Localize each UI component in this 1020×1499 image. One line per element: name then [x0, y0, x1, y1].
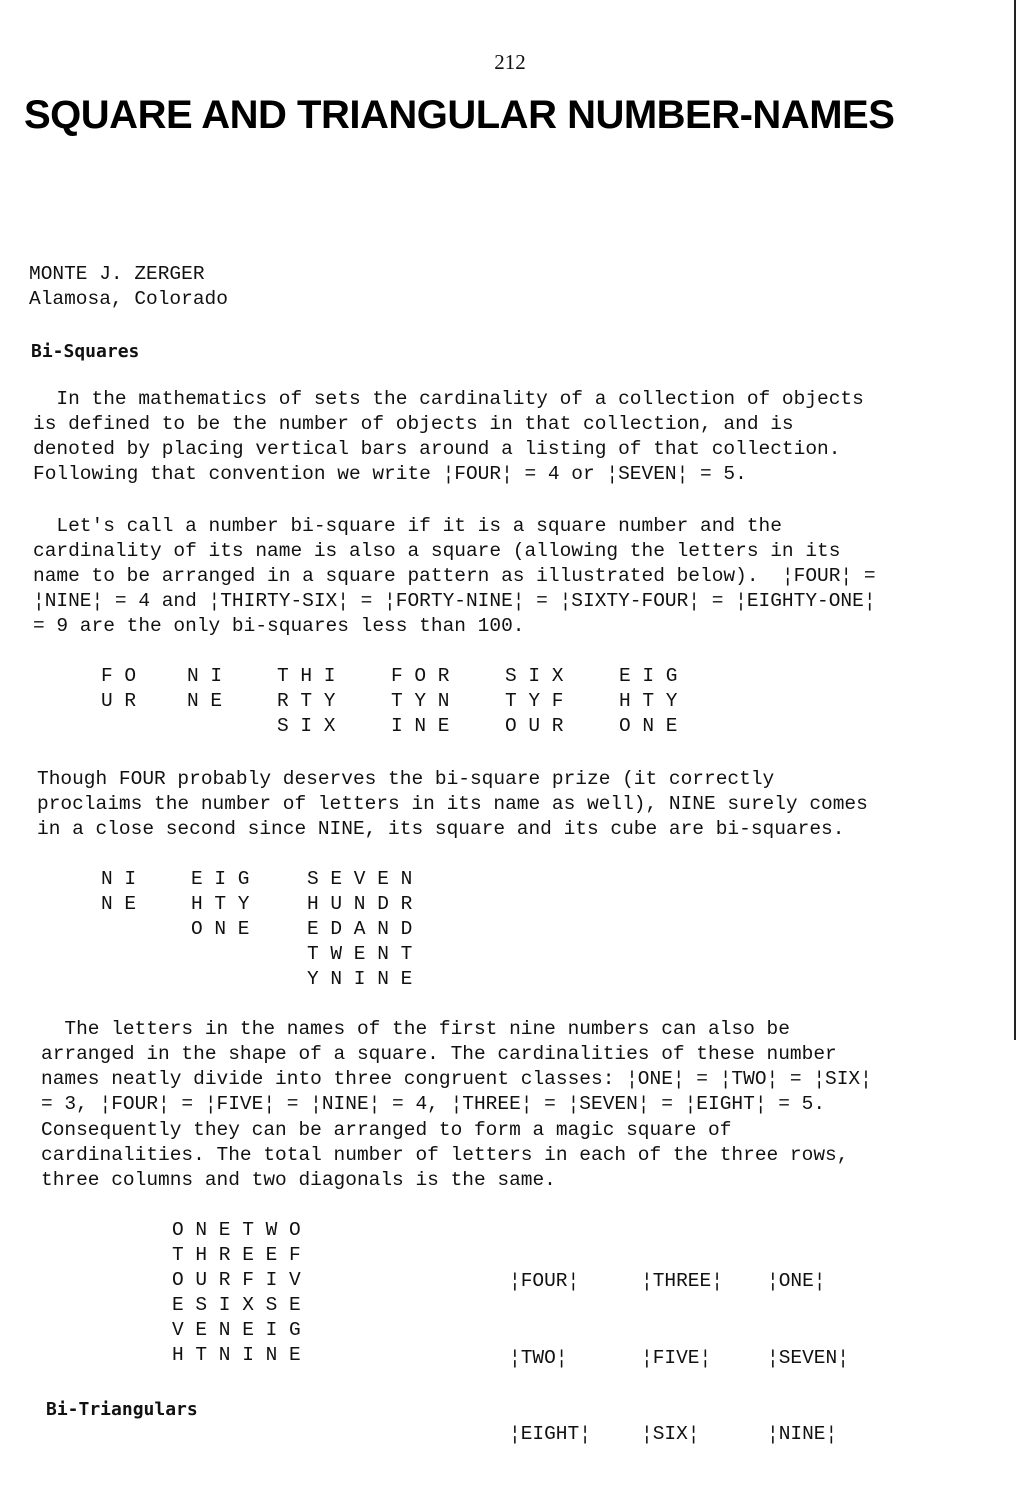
grid-row: N I: [187, 665, 223, 687]
magic-cell: ¦TWO¦: [509, 1346, 568, 1369]
paragraph-line: name to be arranged in a square pattern as illustrated below). ¦FOUR¦ =: [33, 565, 876, 587]
grid-row: O N E T W O: [172, 1219, 301, 1241]
magic-cell: ¦EIGHT¦: [509, 1423, 591, 1445]
magic-cell: ¦SIX¦: [641, 1423, 700, 1445]
paragraph-line: Following that convention we write ¦FOUR¦ = 4 or ¦SEVEN¦ = 5.: [33, 463, 747, 485]
grid-row: H T N I N E: [172, 1344, 301, 1366]
grid-row: H T Y: [619, 690, 678, 712]
grid-row: T H R E E F: [172, 1244, 301, 1266]
square-nine: [187, 664, 222, 714]
author-location: Alamosa, Colorado: [29, 288, 228, 310]
paragraph-line: The letters in the names of the first nine numbers can also be: [41, 1018, 790, 1040]
paragraph-line: Though FOUR probably deserves the bi-square prize (it correctly: [37, 768, 775, 790]
square-thirty-six: [277, 664, 336, 739]
section-heading-bi-triangulars: Bi-Triangulars: [46, 1399, 198, 1420]
grid-row: E D A N D: [307, 918, 413, 940]
grid-row: E I G: [619, 665, 678, 687]
grid-row: F O R: [391, 665, 450, 687]
grid-row: E S I X S E: [172, 1294, 301, 1316]
grid-row: S E V E N: [307, 868, 413, 890]
page-number: 212: [494, 50, 526, 74]
paragraph-line: ¦NINE¦ = 4 and ¦THIRTY-SIX¦ = ¦FORTY-NINE¦ = ¦SIXTY-FOUR¦ = ¦EIGHTY-ONE¦: [33, 590, 876, 612]
magic-cell: ¦FIVE¦: [641, 1346, 712, 1369]
grid-row: O U R: [505, 715, 564, 737]
grid-row: H U N D R: [307, 893, 413, 915]
grid-row: O U R F I V: [172, 1269, 301, 1291]
magic-square-col-1: [509, 1218, 591, 1499]
paragraph-line: cardinalities. The total number of letters in each of the three rows,: [41, 1144, 849, 1166]
author-name: MONTE J. ZERGER: [29, 263, 205, 285]
magic-cell: ¦THREE¦: [641, 1270, 723, 1292]
scan-edge-line: [1014, 0, 1016, 1040]
square-sixty-four: [505, 664, 564, 739]
grid-row: Y N I N E: [307, 968, 413, 990]
first-nine-letter-square: [172, 1218, 301, 1368]
grid-row: T Y N: [391, 690, 450, 712]
paragraph-line: arranged in the shape of a square. The cardinalities of these number: [41, 1043, 837, 1065]
grid-row: V E N E I G: [172, 1319, 301, 1341]
grid-row: F O: [101, 665, 137, 687]
paragraph-line: In the mathematics of sets the cardinality of a collection of objects: [33, 388, 864, 410]
square-eighty-one-repeat: [191, 867, 250, 942]
magic-square-col-2: [641, 1218, 723, 1499]
grid-row: O N E: [619, 715, 678, 737]
paragraph-line: in a close second since NINE, its square and its cube are bi-squares.: [37, 818, 845, 840]
paragraph-line: proclaims the number of letters in its name as well), NINE surely comes: [37, 793, 868, 815]
grid-row: T H I: [277, 665, 336, 687]
grid-row: T Y F: [505, 690, 564, 712]
grid-row: H T Y: [191, 893, 250, 915]
paragraph-line: cardinality of its name is also a square (allowing the letters in its: [33, 540, 841, 562]
paragraph-line: three columns and two diagonals is the same.: [41, 1169, 556, 1191]
square-forty-nine: [391, 664, 450, 739]
paragraph-line: names neatly divide into three congruent classes: ¦ONE¦ = ¦TWO¦ = ¦SIX¦: [41, 1068, 872, 1090]
grid-row: T W E N T: [307, 943, 413, 965]
magic-cell: ¦SEVEN¦: [767, 1346, 849, 1369]
grid-row: S I X: [505, 665, 564, 687]
magic-square-col-3: [767, 1218, 849, 1499]
magic-cell: ¦ONE¦: [767, 1270, 826, 1292]
magic-cell: ¦FOUR¦: [509, 1270, 580, 1292]
section-heading-bi-squares: Bi-Squares: [31, 341, 140, 362]
grid-row: S I X: [277, 715, 336, 737]
grid-row: I N E: [391, 715, 450, 737]
article-title: SQUARE AND TRIANGULAR NUMBER-NAMES: [24, 93, 895, 137]
paragraph-line: Consequently they can be arranged to form a magic square of: [41, 1119, 732, 1141]
square-four: [101, 664, 136, 714]
paragraph-line: = 3, ¦FOUR¦ = ¦FIVE¦ = ¦NINE¦ = 4, ¦THREE¦ = ¦SEVEN¦ = ¦EIGHT¦ = 5.: [41, 1093, 826, 1115]
grid-row: U R: [101, 690, 137, 712]
grid-row: E I G: [191, 868, 250, 890]
grid-row: R T Y: [277, 690, 336, 712]
square-nine-repeat: [101, 867, 136, 917]
square-seven-hundred-twenty-nine: [307, 867, 412, 992]
grid-row: N E: [101, 893, 137, 915]
square-eighty-one: [619, 664, 678, 739]
grid-row: O N E: [191, 918, 250, 940]
grid-row: N E: [187, 690, 223, 712]
paragraph-line: denoted by placing vertical bars around a listing of that collection.: [33, 438, 841, 460]
paragraph-line: = 9 are the only bi-squares less than 100.: [33, 615, 525, 637]
paragraph-line: Let's call a number bi-square if it is a square number and the: [33, 515, 782, 537]
paragraph-line: is defined to be the number of objects in that collection, and is: [33, 413, 794, 435]
magic-cell: ¦NINE¦: [767, 1423, 838, 1445]
grid-row: N I: [101, 868, 137, 890]
